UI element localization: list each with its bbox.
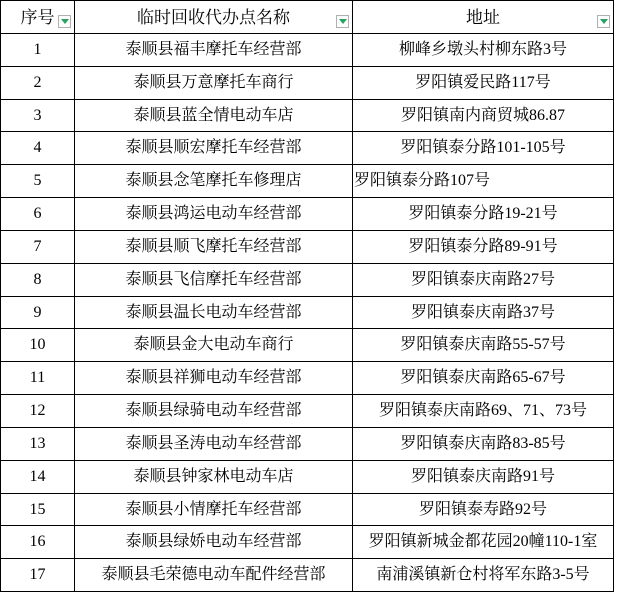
address-cell: 罗阳镇泰庆南路69、71、73号: [353, 395, 614, 428]
address-cell: 罗阳镇泰庆南路65-67号: [353, 362, 614, 395]
header-row: [1, 1, 614, 34]
row-number-cell: 1: [1, 34, 75, 67]
address-cell: 罗阳镇泰庆南路27号: [353, 264, 614, 297]
table-row: [1, 494, 614, 527]
column-header-address: [353, 1, 614, 34]
address-cell: 罗阳镇泰分路89-91号: [353, 231, 614, 264]
row-number-cell: 10: [1, 329, 75, 362]
column-header-serial-label: 序号: [20, 7, 55, 27]
address-cell: 罗阳镇泰分路101-105号: [353, 132, 614, 165]
table-row: [1, 67, 614, 100]
row-number-cell: 13: [1, 428, 75, 461]
table-row: [1, 526, 614, 559]
column-header-address-label: 地址: [466, 7, 500, 27]
row-number-cell: 16: [1, 526, 75, 559]
row-number-cell: 17: [1, 559, 75, 592]
row-number-cell: 14: [1, 461, 75, 494]
table-row: [1, 231, 614, 264]
filter-button-address[interactable]: [597, 15, 610, 28]
address-cell: 罗阳镇南内商贸城86.87: [353, 100, 614, 133]
name-cell: 泰顺县绿骑电动车经营部: [75, 395, 353, 428]
address-cell: 罗阳镇泰分路107号: [353, 165, 614, 198]
table-row: [1, 362, 614, 395]
name-cell: 泰顺县蓝全情电动车店: [75, 100, 353, 133]
address-cell: 罗阳镇泰庆南路37号: [353, 297, 614, 330]
name-cell: 泰顺县念笔摩托车修理店: [75, 165, 353, 198]
table-row: [1, 34, 614, 67]
address-cell: 罗阳镇爱民路117号: [353, 67, 614, 100]
name-cell: 泰顺县小情摩托车经营部: [75, 494, 353, 527]
address-cell: 罗阳镇泰庆南路83-85号: [353, 428, 614, 461]
row-number-cell: 3: [1, 100, 75, 133]
row-number-cell: 11: [1, 362, 75, 395]
name-cell: 泰顺县毛荣德电动车配件经营部: [75, 559, 353, 592]
address-cell: 罗阳镇泰庆南路91号: [353, 461, 614, 494]
name-cell: 泰顺县顺飞摩托车经营部: [75, 231, 353, 264]
table-row: [1, 395, 614, 428]
row-number-cell: 4: [1, 132, 75, 165]
table-row: [1, 100, 614, 133]
name-cell: 泰顺县祥狮电动车经营部: [75, 362, 353, 395]
name-cell: 泰顺县顺宏摩托车经营部: [75, 132, 353, 165]
address-cell: 罗阳镇泰分路19-21号: [353, 198, 614, 231]
address-cell: 南浦溪镇新仓村将军东路3-5号: [353, 559, 614, 592]
name-cell: 泰顺县飞信摩托车经营部: [75, 264, 353, 297]
table-row: [1, 461, 614, 494]
table-row: [1, 132, 614, 165]
row-number-cell: 5: [1, 165, 75, 198]
row-number-cell: 2: [1, 67, 75, 100]
row-number-cell: 15: [1, 494, 75, 527]
name-cell: 泰顺县绿娇电动车经营部: [75, 526, 353, 559]
table-row: [1, 264, 614, 297]
address-cell: 罗阳镇泰庆南路55-57号: [353, 329, 614, 362]
row-number-cell: 9: [1, 297, 75, 330]
column-header-name-label: 临时回收代办点名称: [137, 7, 290, 27]
name-cell: 泰顺县万意摩托车商行: [75, 67, 353, 100]
column-header-name: [75, 1, 353, 34]
table-row: [1, 297, 614, 330]
filter-dropdown-icon: [600, 19, 608, 24]
table-body: [1, 34, 614, 592]
address-cell: 罗阳镇泰寿路92号: [353, 494, 614, 527]
row-number-cell: 7: [1, 231, 75, 264]
row-number-cell: 8: [1, 264, 75, 297]
table-row: [1, 329, 614, 362]
name-cell: 泰顺县圣涛电动车经营部: [75, 428, 353, 461]
filter-dropdown-icon: [339, 19, 347, 24]
filter-button-name[interactable]: [336, 15, 349, 28]
table-row: [1, 559, 614, 592]
name-cell: 泰顺县金大电动车商行: [75, 329, 353, 362]
name-cell: 泰顺县温长电动车经营部: [75, 297, 353, 330]
column-header-serial: [1, 1, 75, 34]
filter-button-serial[interactable]: [58, 15, 71, 28]
address-cell: 罗阳镇新城金都花园20幢110-1室: [353, 526, 614, 559]
filter-dropdown-icon: [61, 19, 69, 24]
name-cell: 泰顺县鸿运电动车经营部: [75, 198, 353, 231]
name-cell: 泰顺县钟家林电动车店: [75, 461, 353, 494]
table-row: [1, 165, 614, 198]
row-number-cell: 6: [1, 198, 75, 231]
row-number-cell: 12: [1, 395, 75, 428]
address-cell: 柳峰乡墩头村柳东路3号: [353, 34, 614, 67]
name-cell: 泰顺县福丰摩托车经营部: [75, 34, 353, 67]
table-row: [1, 428, 614, 461]
table-row: [1, 198, 614, 231]
